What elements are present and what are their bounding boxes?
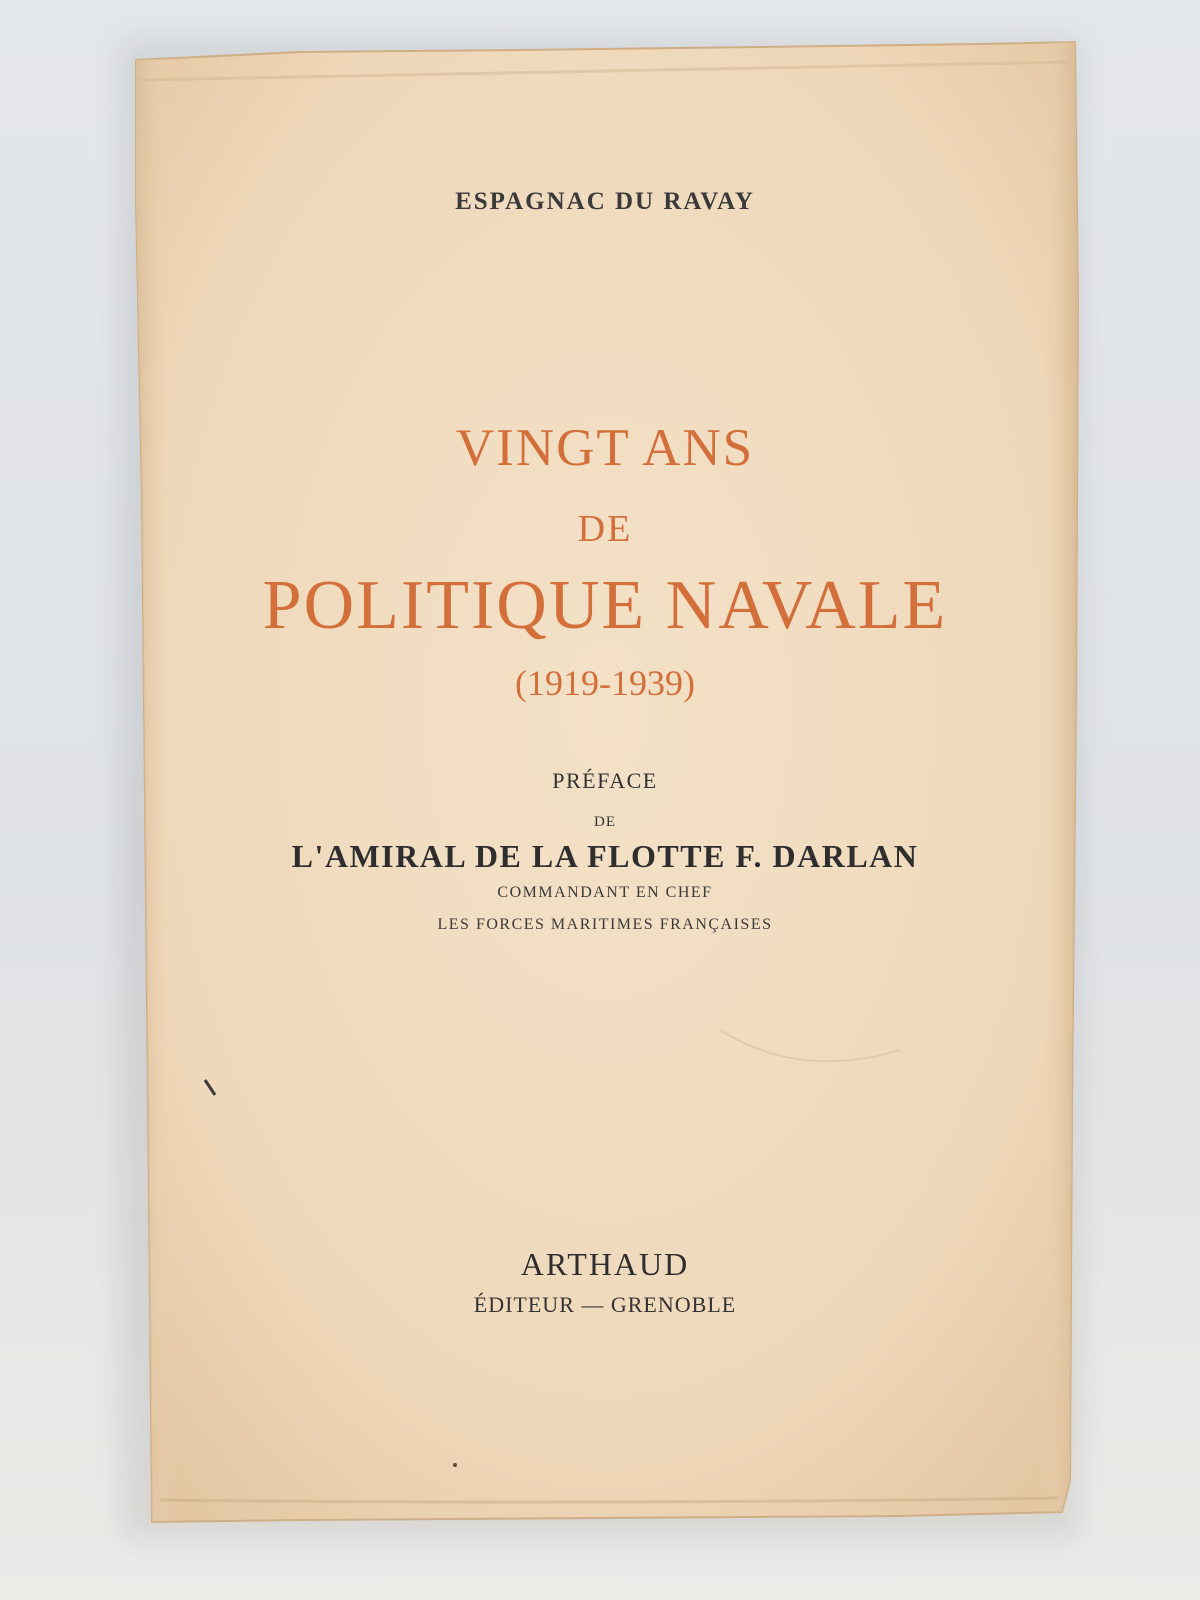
preface-label: PRÉFACE — [552, 768, 658, 793]
publisher-place: ÉDITEUR — GRENOBLE — [473, 1292, 737, 1317]
preface-author-rank-1: COMMANDANT EN CHEF — [497, 884, 713, 901]
preface-de: DE — [594, 814, 616, 830]
title-line-2: DE — [577, 508, 633, 550]
title-line-1: VINGT ANS — [455, 419, 755, 477]
title-dates: (1919-1939) — [515, 663, 695, 703]
author-name: ESPAGNAC DU RAVAY — [455, 188, 755, 215]
publisher-name: ARTHAUD — [520, 1246, 690, 1282]
title-line-3: POLITIQUE NAVALE — [262, 567, 948, 644]
preface-author-rank-2: LES FORCES MARITIMES FRANÇAISES — [437, 916, 773, 933]
preface-author: L'AMIRAL DE LA FLOTTE F. DARLAN — [291, 838, 919, 874]
